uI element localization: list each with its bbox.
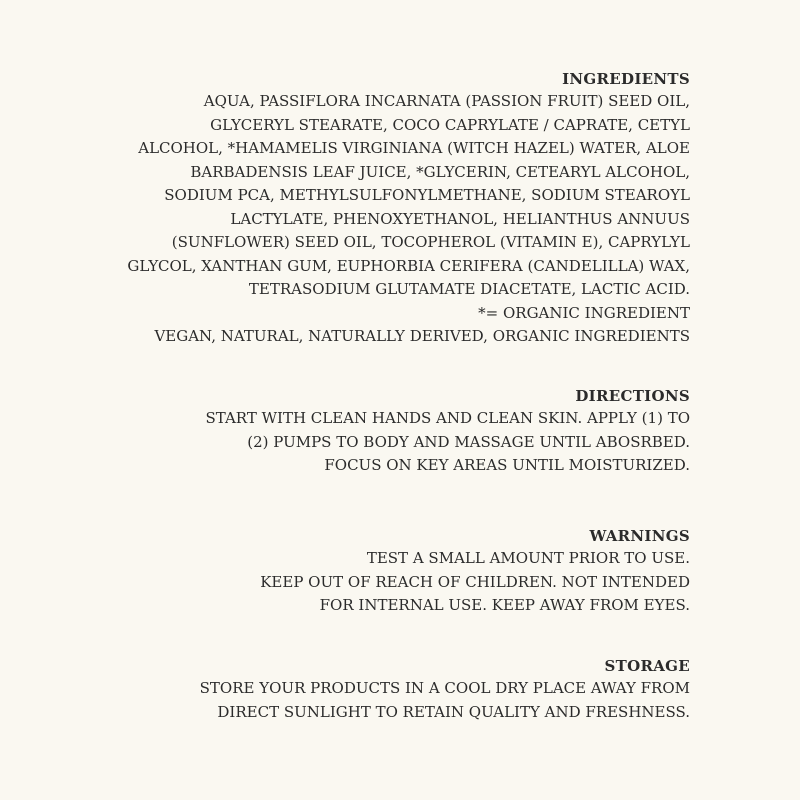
ingredients-line: SODIUM PCA, METHYLSULFONYLMETHANE, SODIUM STEAROYL <box>164 186 690 204</box>
directions-line: START WITH CLEAN HANDS AND CLEAN SKIN. APPLY (1) TO <box>205 409 690 427</box>
ingredients-line: TETRASODIUM GLUTAMATE DIACETATE, LACTIC ACID. <box>248 280 690 298</box>
organic-note: *= ORGANIC INGREDIENT <box>478 303 690 322</box>
ingredients-line: ALCOHOL, *HAMAMELIS VIRGINIANA (WITCH HAZEL) WATER, ALOE <box>138 139 690 157</box>
ingredients-line: BARBADENSIS LEAF JUICE, *GLYCERIN, CETEARYL ALCOHOL, <box>190 162 690 181</box>
storage-line: STORE YOUR PRODUCTS IN A COOL DRY PLACE AWAY FROM <box>199 679 690 697</box>
directions-section <box>206 385 691 478</box>
warnings-heading: WARNINGS <box>589 527 690 545</box>
ingredients-line: GLYCERYL STEARATE, COCO CAPRYLATE / CAPRATE, CETYL <box>210 115 690 134</box>
warnings-line: FOR INTERNAL USE. KEEP AWAY FROM EYES. <box>319 596 690 614</box>
storage-line: DIRECT SUNLIGHT TO RETAIN QUALITY AND FRESHNESS. <box>217 702 690 721</box>
ingredients-heading: INGREDIENTS <box>562 70 690 88</box>
ingredients-line: AQUA, PASSIFLORA INCARNATA (PASSION FRUIT) SEED OIL, <box>203 92 690 110</box>
directions-line: (2) PUMPS TO BODY AND MASSAGE UNTIL ABOSRBED. <box>247 432 690 451</box>
ingredients-section <box>127 68 690 349</box>
directions-line: FOCUS ON KEY AREAS UNTIL MOISTURIZED. <box>324 456 690 474</box>
warnings-line: KEEP OUT OF REACH OF CHILDREN. NOT INTENDED <box>260 572 690 591</box>
directions-heading: DIRECTIONS <box>575 387 690 405</box>
storage-section <box>200 655 690 724</box>
storage-heading: STORAGE <box>604 657 690 675</box>
warnings-section <box>260 525 690 618</box>
ingredients-line: GLYCOL, XANTHAN GUM, EUPHORBIA CERIFERA (CANDELILLA) WAX, <box>127 256 690 275</box>
warnings-line: TEST A SMALL AMOUNT PRIOR TO USE. <box>366 549 690 567</box>
vegan-note: VEGAN, NATURAL, NATURALLY DERIVED, ORGANIC INGREDIENTS <box>154 327 690 345</box>
ingredients-line: (SUNFLOWER) SEED OIL, TOCOPHEROL (VITAMIN E), CAPRYLYL <box>171 233 690 251</box>
ingredients-line: LACTYLATE, PHENOXYETHANOL, HELIANTHUS ANNUUS <box>230 209 690 228</box>
